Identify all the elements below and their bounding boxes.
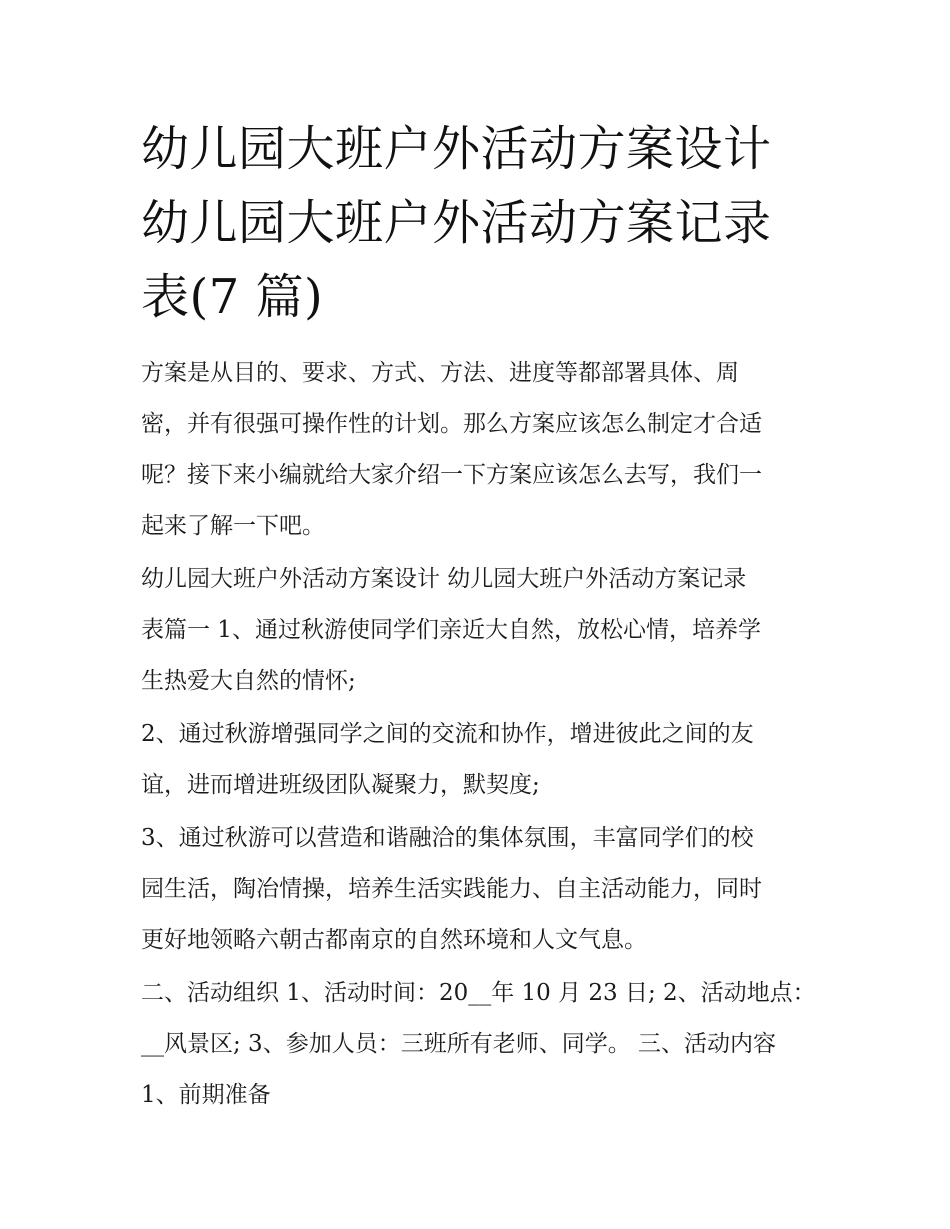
section-paragraph: [141, 554, 813, 707]
text-line: 2、通过秋游增强同学之间的交流和协作，增进彼此之间的友: [141, 721, 754, 747]
text-line: 1、前期准备: [141, 1082, 271, 1108]
goal-paragraph-3: [141, 813, 813, 966]
text-line: 幼儿园大班户外活动方案设计 幼儿园大班户外活动方案记录: [141, 566, 747, 592]
text-line: 二、活动组织 1、活动时间：20__年 10 月 23 日; 2、活动地点：: [141, 980, 816, 1006]
organization-paragraph: [141, 968, 816, 1121]
document-title: [141, 112, 813, 334]
text-line: 生热爱大自然的情怀;: [141, 668, 356, 694]
title-line: 幼儿园大班户外活动方案记录: [141, 195, 772, 251]
text-line: 3、通过秋游可以营造和谐融洽的集体氛围，丰富同学们的校: [141, 825, 754, 851]
text-line: 园生活，陶冶情操，培养生活实践能力、自主活动能力，同时: [141, 876, 762, 902]
text-line: __风景区; 3、参加人员：三班所有老师、同学。 三、活动内容: [141, 1031, 777, 1057]
text-line: 起来了解一下吧。: [141, 513, 325, 539]
text-line: 谊，进而增进班级团队凝聚力，默契度;: [141, 772, 540, 798]
text-line: 呢？接下来小编就给大家介绍一下方案应该怎么去写，我们一: [141, 462, 762, 488]
goal-paragraph-2: [141, 709, 813, 811]
text-line: 方案是从目的、要求、方式、方法、进度等都部署具体、周: [141, 360, 739, 386]
title-line: 幼儿园大班户外活动方案设计: [141, 121, 772, 177]
text-line: 密，并有很强可操作性的计划。那么方案应该怎么制定才合适: [141, 411, 762, 437]
title-line: 表(7 篇): [141, 269, 324, 325]
text-line: 表篇一 1、通过秋游使同学们亲近大自然，放松心情，培养学: [141, 617, 761, 643]
document-page: [141, 112, 816, 1123]
intro-paragraph: [141, 348, 813, 552]
text-line: 更好地领略六朝古都南京的自然环境和人文气息。: [141, 927, 647, 953]
